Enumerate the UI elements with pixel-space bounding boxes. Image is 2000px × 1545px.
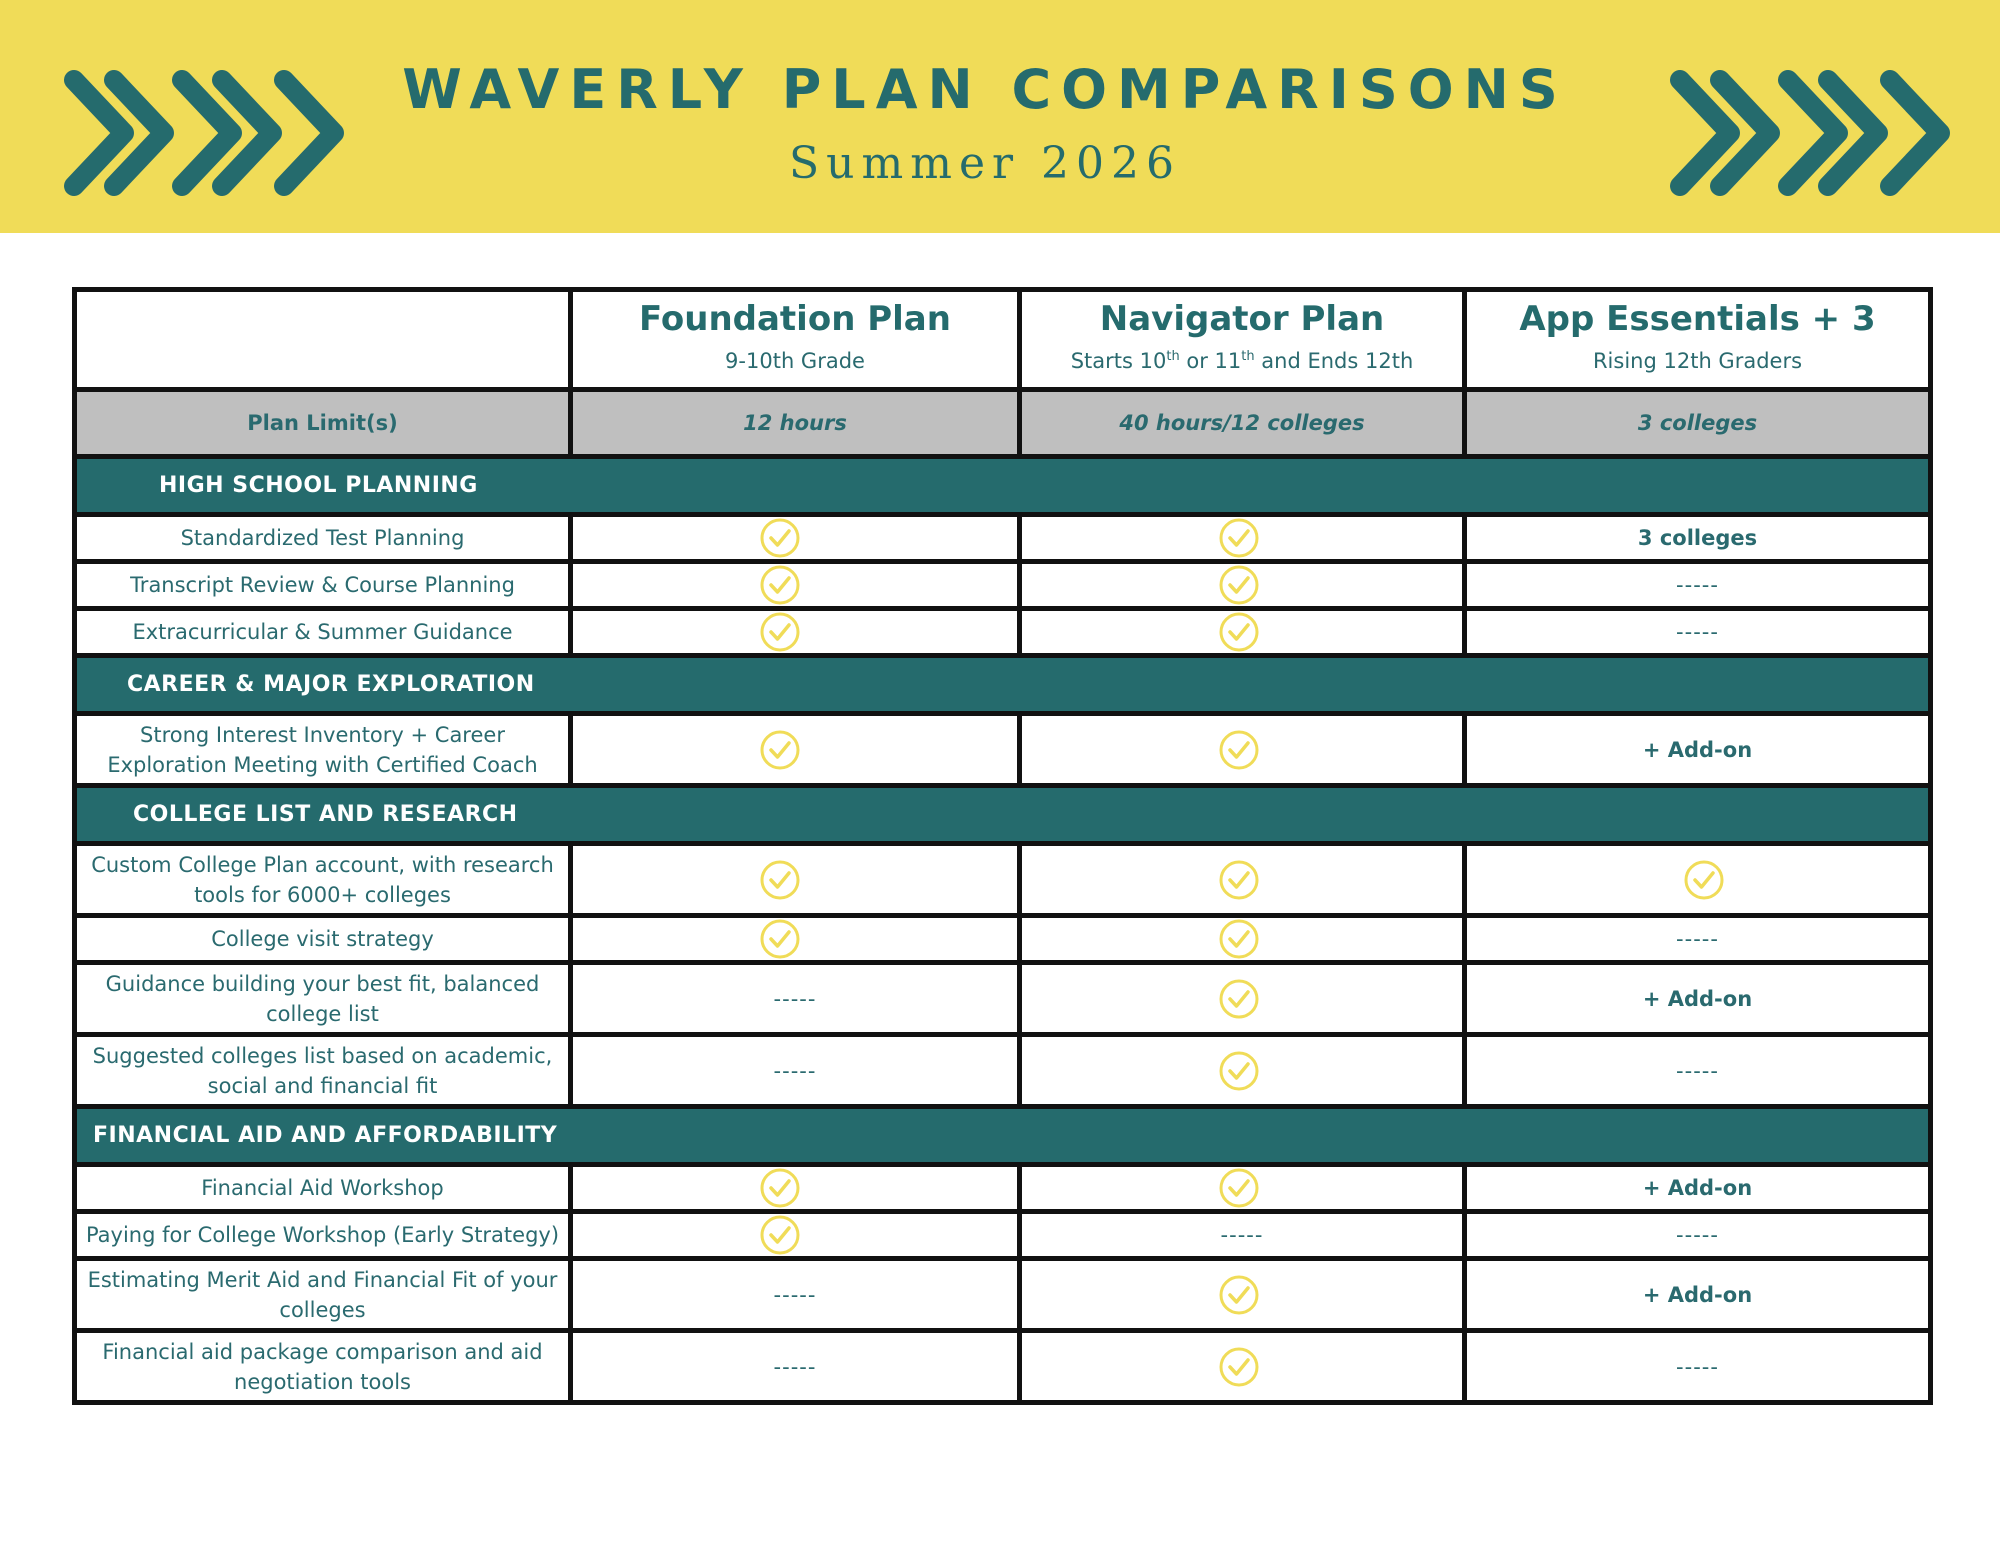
plan-cell	[1465, 916, 1931, 963]
feature-row	[75, 1212, 1931, 1259]
page-title: WAVERLY PLAN COMPARISONS	[402, 58, 1568, 121]
included-cell	[1020, 609, 1465, 656]
feature-row	[75, 609, 1931, 656]
included-cell	[1020, 1035, 1465, 1107]
section-header	[75, 656, 1931, 714]
add-on-label: + Add-on	[1642, 1176, 1753, 1200]
plan-cell	[571, 1331, 1020, 1403]
not-included-dash: -----	[773, 1354, 817, 1379]
check-circle-icon	[1218, 1175, 1260, 1199]
plan-header-row	[75, 290, 1931, 390]
included-cell	[571, 1212, 1020, 1259]
plan-subtitle	[1030, 346, 1454, 376]
feature-row	[75, 1035, 1931, 1107]
not-included-dash: -----	[773, 1282, 817, 1307]
not-included-dash: -----	[773, 1058, 817, 1083]
check-circle-icon	[1218, 525, 1260, 549]
feature-row	[75, 916, 1931, 963]
ordinal-suffix: th	[1241, 348, 1255, 364]
feature-label: Extracurricular & Summer Guidance	[75, 609, 571, 656]
check-circle-icon	[1218, 737, 1260, 761]
plan-name: App Essentials + 3	[1519, 298, 1876, 339]
not-included-dash: -----	[1676, 573, 1719, 597]
section-header	[75, 1107, 1931, 1165]
not-included-dash: -----	[1676, 927, 1719, 951]
page-subtitle: Summer 2026	[789, 138, 1181, 189]
check-circle-icon	[759, 525, 801, 549]
included-cell	[571, 1165, 1020, 1212]
check-circle-icon	[759, 1175, 801, 1199]
feature-row	[75, 1259, 1931, 1331]
included-cell	[1020, 1259, 1465, 1331]
section-title: FINANCIAL AID AND AFFORDABILITY	[93, 1122, 558, 1148]
plan-header-foundation	[571, 290, 1020, 390]
plan-name: Navigator Plan	[1099, 298, 1385, 339]
feature-row	[75, 714, 1931, 786]
feature-row	[75, 844, 1931, 916]
included-cell	[571, 714, 1020, 786]
feature-row	[75, 562, 1931, 609]
plan-limit-value: 40 hours/12 colleges	[1020, 390, 1465, 457]
not-included-dash: -----	[773, 986, 817, 1011]
check-circle-icon	[1218, 986, 1260, 1010]
plan-cell	[571, 1259, 1020, 1331]
included-cell	[1020, 1165, 1465, 1212]
check-circle-icon	[759, 572, 801, 596]
section-header	[75, 786, 1931, 844]
included-cell	[1020, 562, 1465, 609]
check-circle-icon	[759, 1222, 801, 1246]
plan-limit-value: 12 hours	[571, 390, 1020, 457]
not-included-dash: -----	[1220, 1223, 1264, 1247]
check-circle-icon	[759, 737, 801, 761]
ordinal-suffix: th	[1166, 348, 1180, 364]
check-circle-icon	[759, 619, 801, 643]
plan-subtitle-part: Starts 10	[1070, 348, 1167, 373]
feature-label: Financial aid package comparison and aid negotiation tools	[75, 1331, 571, 1403]
included-cell	[571, 515, 1020, 562]
cell-value: 3 colleges	[1637, 526, 1758, 550]
section-title: CAREER & MAJOR EXPLORATION	[127, 671, 535, 697]
included-cell	[571, 916, 1020, 963]
add-on-label: + Add-on	[1642, 986, 1753, 1011]
section-header-row	[75, 1107, 1931, 1165]
feature-label: Custom College Plan account, with research tools for 6000+ colleges	[75, 844, 571, 916]
plan-subtitle: Rising 12th Graders	[1592, 348, 1803, 373]
included-cell	[1020, 844, 1465, 916]
plan-header-app-essentials	[1465, 290, 1931, 390]
check-circle-icon	[759, 867, 801, 891]
plan-subtitle: 9-10th Grade	[725, 348, 865, 373]
chevrons-right-icon	[1668, 68, 1958, 198]
plan-subtitle-part: and Ends 12th	[1254, 348, 1414, 373]
plan-cell	[1465, 1331, 1931, 1403]
feature-row	[75, 1331, 1931, 1403]
included-cell	[1465, 844, 1931, 916]
plan-limits-row	[75, 390, 1931, 457]
plan-cell	[1465, 963, 1931, 1035]
check-circle-icon	[1218, 1058, 1260, 1082]
check-circle-icon	[1218, 867, 1260, 891]
check-circle-icon	[1218, 926, 1260, 950]
comparison-table-wrapper	[72, 287, 1928, 1405]
empty-header-cell	[75, 290, 571, 390]
header-banner	[0, 0, 2000, 233]
included-cell	[571, 562, 1020, 609]
included-cell	[571, 609, 1020, 656]
feature-row	[75, 1165, 1931, 1212]
plan-cell	[571, 963, 1020, 1035]
section-header-row	[75, 457, 1931, 515]
add-on-label: + Add-on	[1642, 1282, 1753, 1307]
plan-cell	[1465, 1165, 1931, 1212]
plan-limits-label: Plan Limit(s)	[75, 390, 571, 457]
check-circle-icon	[1218, 572, 1260, 596]
plan-limit-value: 3 colleges	[1465, 390, 1931, 457]
section-title: HIGH SCHOOL PLANNING	[159, 472, 478, 498]
feature-label: Estimating Merit Aid and Financial Fit of your colleges	[75, 1259, 571, 1331]
plan-cell	[571, 1035, 1020, 1107]
section-header-row	[75, 786, 1931, 844]
check-circle-icon	[1683, 867, 1725, 891]
not-included-dash: -----	[1676, 620, 1719, 644]
add-on-label: + Add-on	[1642, 737, 1753, 762]
section-header	[75, 457, 1931, 515]
included-cell	[1020, 916, 1465, 963]
check-circle-icon	[1218, 1282, 1260, 1306]
plan-header-navigator	[1020, 290, 1465, 390]
plan-cell	[1465, 562, 1931, 609]
feature-label: Standardized Test Planning	[75, 515, 571, 562]
plan-cell	[1020, 1212, 1465, 1259]
plan-name: Foundation Plan	[639, 298, 951, 339]
section-title: COLLEGE LIST AND RESEARCH	[133, 801, 518, 827]
included-cell	[1020, 714, 1465, 786]
plan-cell	[1465, 1035, 1931, 1107]
plan-cell	[1465, 515, 1931, 562]
plan-subtitle-part: or 11	[1179, 348, 1242, 373]
feature-label: Paying for College Workshop (Early Strategy)	[75, 1212, 571, 1259]
included-cell	[1020, 963, 1465, 1035]
plan-cell	[1465, 714, 1931, 786]
check-circle-icon	[759, 926, 801, 950]
feature-label: Guidance building your best fit, balanced college list	[75, 963, 571, 1035]
check-circle-icon	[1218, 1354, 1260, 1378]
plan-cell	[1465, 609, 1931, 656]
plan-comparison-table	[72, 287, 1933, 1405]
not-included-dash: -----	[1676, 1058, 1719, 1083]
section-header-row	[75, 656, 1931, 714]
included-cell	[571, 844, 1020, 916]
not-included-dash: -----	[1676, 1223, 1719, 1247]
not-included-dash: -----	[1676, 1354, 1719, 1379]
feature-label: Transcript Review & Course Planning	[75, 562, 571, 609]
feature-row	[75, 963, 1931, 1035]
plan-cell	[1465, 1212, 1931, 1259]
feature-row	[75, 515, 1931, 562]
feature-label: Strong Interest Inventory + Career Exploration Meeting with Certified Coach	[75, 714, 571, 786]
check-circle-icon	[1218, 619, 1260, 643]
included-cell	[1020, 1331, 1465, 1403]
feature-label: Suggested colleges list based on academic, social and financial fit	[75, 1035, 571, 1107]
feature-label: College visit strategy	[75, 916, 571, 963]
plan-cell	[1465, 1259, 1931, 1331]
included-cell	[1020, 515, 1465, 562]
feature-label: Financial Aid Workshop	[75, 1165, 571, 1212]
